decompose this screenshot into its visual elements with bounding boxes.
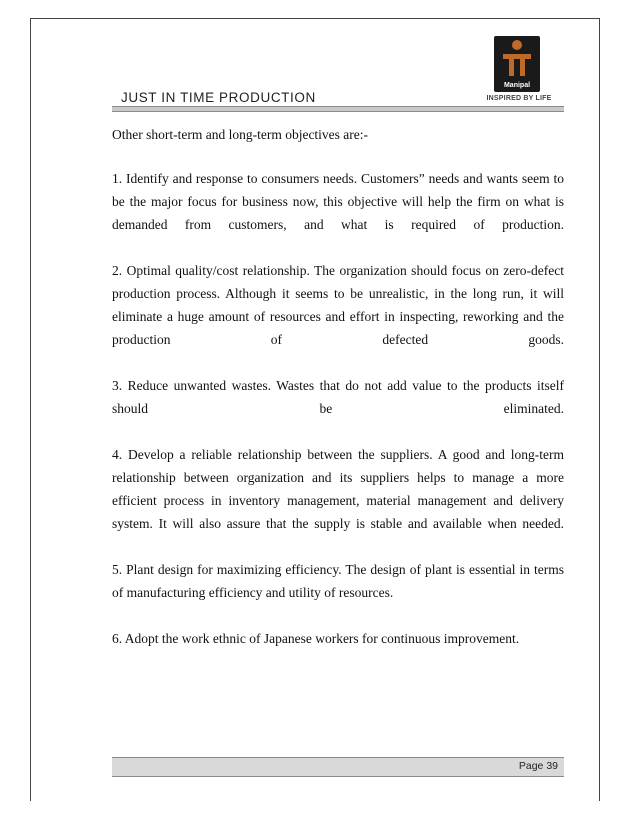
manipal-logo xyxy=(474,36,564,106)
page-number: Page 39 xyxy=(518,760,558,772)
objective-4: 4. Develop a reliable relationship between the suppliers. A good and long-term relationship between organization and its suppliers helps to manage a more efficient process in inventory management, material management and delivery system. It will also assure that the supply is stable and available when needed. xyxy=(112,447,564,531)
objective-2: 2. Optimal quality/cost relationship. The organization should focus on zero-defect production process. Although it seems to be unrealistic, in the long run, it will eliminate a huge amount of resources and effort in inspecting, reworking and the production of defected goods. xyxy=(112,263,564,347)
objective-5: 5. Plant design for maximizing efficiency. The design of plant is essential in terms of manufacturing efficiency and utility of resources. xyxy=(112,562,564,600)
logo-name: Manipal xyxy=(503,82,531,89)
document-body xyxy=(112,123,564,673)
objective-3: 3. Reduce unwanted wastes. Wastes that do not add value to the products itself should be eliminated. xyxy=(112,378,564,416)
objective-6: 6. Adopt the work ethnic of Japanese workers for continuous improvement. xyxy=(112,631,520,646)
header-rule xyxy=(112,106,564,112)
logo-emblem-icon xyxy=(494,36,540,82)
objective-1: 1. Identify and response to consumers needs. Customers” needs and wants seem to be the major focus for business now, this objective will help the firm on what is demanded from customers, and what is required of production. xyxy=(112,171,564,232)
page-header-title: JUST IN TIME PRODUCTION xyxy=(121,90,316,105)
logo-tagline: INSPIRED BY LIFE xyxy=(486,95,552,102)
intro-text: Other short-term and long-term objectives are:- xyxy=(112,127,369,142)
footer-bar xyxy=(112,757,564,777)
